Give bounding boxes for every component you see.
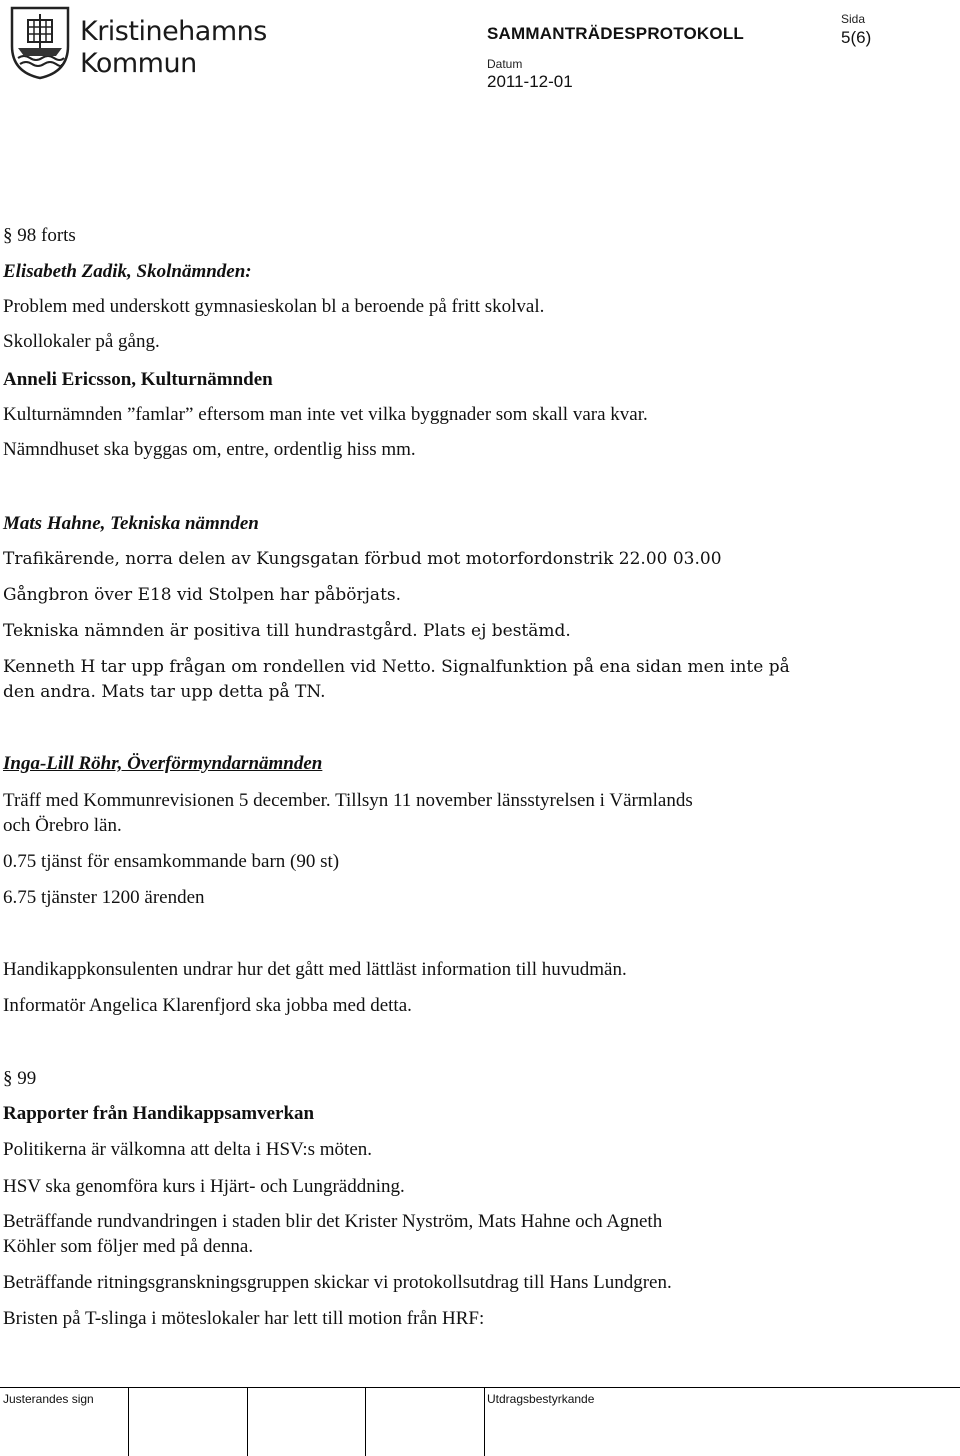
ericsson-line-1: Kulturnämnden ”famlar” eftersom man inte vet vilka byggnader som skall vara kvar.: [3, 404, 648, 425]
hahne-line-2: Gångbron över E18 vid Stolpen har påbörjats.: [3, 585, 402, 605]
rohr-line-1b: och Örebro län.: [3, 815, 122, 836]
date-label: Datum: [487, 57, 523, 71]
signature-box-divider-2: [247, 1388, 248, 1456]
zadik-heading: Elisabeth Zadik, Skolnämnden:: [3, 261, 252, 282]
section-98-heading: § 98 forts: [3, 225, 76, 246]
rohr-line-3: 6.75 tjänster 1200 ärenden: [3, 887, 205, 908]
page-number: 5(6): [841, 28, 872, 47]
hahne-line-3: Tekniska nämnden är positiva till hundrastgård. Plats ej bestämd.: [3, 621, 571, 641]
utdragsbestyrkande-label: Utdragsbestyrkande: [487, 1392, 595, 1406]
rapporter-line-5: Bristen på T-slinga i möteslokaler har lett till motion från HRF:: [3, 1308, 485, 1329]
signature-box-divider-1: [128, 1388, 129, 1456]
rohr-line-1a: Träff med Kommunrevisionen 5 december. Tillsyn 11 november länsstyrelsen i Värmlands: [3, 790, 693, 811]
page-label: Sida: [841, 12, 866, 26]
ericsson-line-2: Nämndhuset ska byggas om, entre, ordentlig hiss mm.: [3, 439, 416, 460]
hahne-line-4b: den andra. Mats tar upp detta på TN.: [3, 682, 326, 702]
rapporter-line-3a: Beträffande rundvandringen i staden blir det Krister Nyström, Mats Hahne och Agneth: [3, 1211, 663, 1232]
ericsson-heading: Anneli Ericsson, Kulturnämnden: [3, 369, 273, 390]
footer-divider: [0, 1387, 960, 1388]
justerandes-sign-label: Justerandes sign: [3, 1392, 94, 1406]
rapporter-line-4: Beträffande ritningsgranskningsgruppen skickar vi protokollsutdrag till Hans Lundgren.: [3, 1272, 672, 1293]
signature-box-divider-3: [365, 1388, 366, 1456]
rapporter-heading: Rapporter från Handikappsamverkan: [3, 1103, 315, 1124]
rapporter-line-3b: Köhler som följer med på denna.: [3, 1236, 254, 1257]
zadik-line-2: Skollokaler på gång.: [3, 331, 160, 352]
section-99-heading: § 99: [3, 1068, 37, 1089]
signature-box-divider-4: [484, 1388, 485, 1456]
handikapp-line-2: Informatör Angelica Klarenfjord ska jobba med detta.: [3, 995, 412, 1016]
rohr-heading: Inga-Lill Röhr, Överförmyndarnämnden: [3, 753, 323, 774]
document-title: SAMMANTRÄDESPROTOKOLL: [487, 24, 744, 43]
org-name-line2: Kommun: [80, 48, 197, 79]
zadik-line-1: Problem med underskott gymnasieskolan bl a beroende på fritt skolval.: [3, 296, 545, 317]
hahne-heading: Mats Hahne, Tekniska nämnden: [3, 513, 259, 534]
hahne-line-4a: Kenneth H tar upp frågan om rondellen vid Netto. Signalfunktion på ena sidan men inte på: [3, 657, 790, 677]
hahne-line-1: Trafikärende, norra delen av Kungsgatan förbud mot motorfordonstrik 22.00 03.00: [3, 549, 722, 569]
rapporter-line-1: Politikerna är välkomna att delta i HSV:s möten.: [3, 1139, 373, 1160]
date-value: 2011-12-01: [487, 72, 573, 91]
handikapp-line-1: Handikappkonsulenten undrar hur det gått med lättläst information till huvudmän.: [3, 959, 627, 980]
municipality-logo: [8, 6, 267, 80]
rapporter-line-2: HSV ska genomföra kurs i Hjärt- och Lungräddning.: [3, 1176, 405, 1197]
org-name-line1: Kristinehamns: [80, 16, 267, 47]
rohr-line-2: 0.75 tjänst för ensamkommande barn (90 st): [3, 851, 340, 872]
